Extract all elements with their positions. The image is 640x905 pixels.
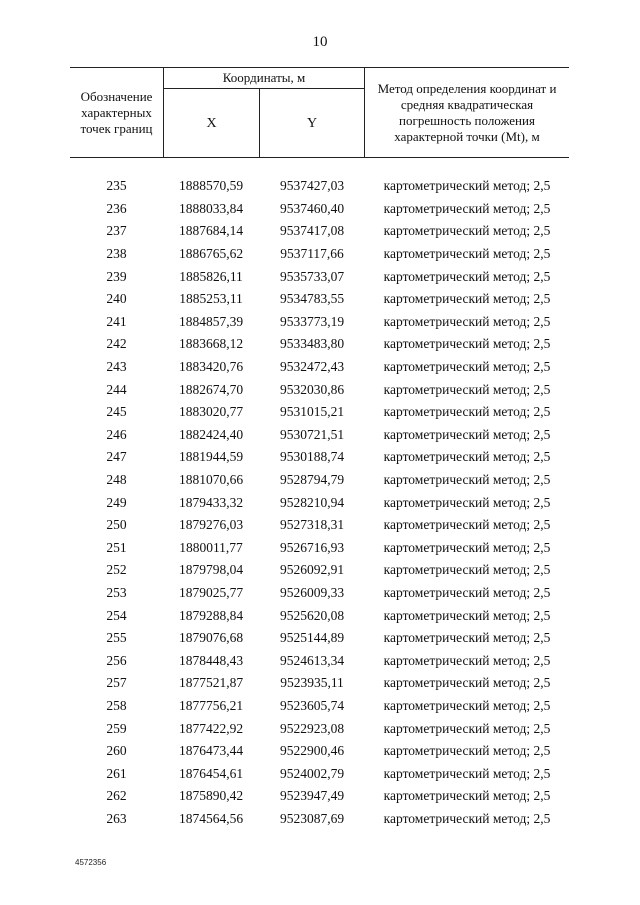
coord-x: 1877422,92 — [178, 720, 244, 736]
point-number: 263 — [106, 810, 127, 826]
coord-x: 1881944,59 — [178, 449, 244, 465]
method-cell: картометрический метод; 2,5 — [383, 178, 551, 194]
table-row — [70, 469, 569, 492]
point-number: 252 — [106, 562, 127, 578]
point-number: 237 — [106, 223, 127, 239]
table-row — [70, 582, 569, 605]
coord-x: 1874564,56 — [178, 810, 244, 826]
table-row — [70, 491, 569, 514]
method-cell: картометрический метод; 2,5 — [383, 246, 551, 262]
coord-y: 9525620,08 — [279, 607, 345, 623]
method-cell: картометрический метод; 2,5 — [383, 404, 551, 420]
table-row — [70, 604, 569, 627]
coord-y: 9523605,74 — [279, 697, 345, 713]
table-row — [70, 288, 569, 311]
point-number: 262 — [106, 788, 127, 804]
method-cell: картометрический метод; 2,5 — [383, 200, 551, 216]
coord-x: 1882674,70 — [178, 381, 244, 397]
point-number: 253 — [106, 584, 127, 600]
method-cell: картометрический метод; 2,5 — [383, 517, 551, 533]
table-row — [70, 356, 569, 379]
point-number: 235 — [106, 178, 127, 194]
table-row — [70, 537, 569, 560]
point-number: 260 — [106, 743, 127, 759]
point-number: 258 — [106, 697, 127, 713]
point-number: 247 — [106, 449, 127, 465]
method-cell: картометрический метод; 2,5 — [383, 562, 551, 578]
coord-y: 9535733,07 — [279, 268, 345, 284]
method-cell: картометрический метод; 2,5 — [383, 359, 551, 375]
method-cell: картометрический метод; 2,5 — [383, 720, 551, 736]
coord-x: 1883020,77 — [178, 404, 244, 420]
point-number: 242 — [106, 336, 127, 352]
point-number: 261 — [106, 765, 127, 781]
method-cell: картометрический метод; 2,5 — [383, 788, 551, 804]
coord-y: 9525144,89 — [279, 630, 345, 646]
coord-y: 9537117,66 — [280, 246, 344, 262]
point-number: 256 — [106, 652, 127, 668]
method-cell: картометрический метод; 2,5 — [383, 584, 551, 600]
coord-y: 9526009,33 — [279, 584, 345, 600]
coord-x: 1879288,84 — [178, 607, 244, 623]
point-number: 244 — [106, 381, 127, 397]
coord-y: 9527318,31 — [279, 517, 345, 533]
table-row — [70, 265, 569, 288]
point-number: 249 — [106, 494, 127, 510]
table-row — [70, 220, 569, 243]
point-number: 250 — [106, 517, 127, 533]
coord-y: 9522923,08 — [279, 720, 345, 736]
method-cell: картометрический метод; 2,5 — [383, 652, 551, 668]
coord-y: 9537460,40 — [279, 200, 345, 216]
method-cell: картометрический метод; 2,5 — [383, 765, 551, 781]
coord-y: 9526716,93 — [279, 539, 345, 555]
table-row — [70, 717, 569, 740]
table-row — [70, 808, 569, 831]
coord-x: 1882424,40 — [178, 426, 244, 442]
method-cell: картометрический метод; 2,5 — [383, 539, 551, 555]
table-row — [70, 311, 569, 334]
method-cell: картометрический метод; 2,5 — [383, 630, 551, 646]
coord-x: 1879433,32 — [178, 494, 244, 510]
method-cell: картометрический метод; 2,5 — [383, 743, 551, 759]
point-number: 246 — [106, 426, 127, 442]
table-row — [70, 785, 569, 808]
table-row — [70, 401, 569, 424]
coord-y: 9537417,08 — [279, 223, 345, 239]
table-row — [70, 514, 569, 537]
coord-x: 1881070,66 — [178, 472, 244, 488]
coord-y: 9534783,55 — [279, 291, 345, 307]
coord-x: 1876473,44 — [178, 743, 244, 759]
coord-x: 1883420,76 — [178, 359, 244, 375]
header-points: Обозначение характерных точек границ — [80, 88, 153, 136]
document-id: 4572356 — [75, 858, 107, 867]
table-header — [70, 67, 569, 158]
point-number: 251 — [106, 539, 127, 555]
coord-x: 1884857,39 — [178, 313, 244, 329]
coord-y: 9526092,91 — [279, 562, 345, 578]
method-cell: картометрический метод; 2,5 — [383, 426, 551, 442]
coord-x: 1879798,04 — [178, 562, 244, 578]
table-row — [70, 333, 569, 356]
table-row — [70, 378, 569, 401]
header-x: X — [206, 115, 217, 131]
method-cell: картометрический метод; 2,5 — [383, 675, 551, 691]
coord-y: 9533483,80 — [279, 336, 345, 352]
point-number: 238 — [106, 246, 127, 262]
point-number: 254 — [106, 607, 127, 623]
point-number: 239 — [106, 268, 127, 284]
header-y: Y — [306, 115, 318, 131]
coord-x: 1877521,87 — [178, 675, 244, 691]
coord-y: 9528794,79 — [279, 472, 345, 488]
coord-y: 9524002,79 — [279, 765, 345, 781]
point-number: 236 — [106, 200, 127, 216]
table-row — [70, 243, 569, 266]
coord-y: 9523935,11 — [280, 675, 344, 691]
coord-x: 1879276,03 — [178, 517, 244, 533]
method-cell: картометрический метод; 2,5 — [383, 336, 551, 352]
coord-x: 1879025,77 — [178, 584, 244, 600]
method-cell: картометрический метод; 2,5 — [383, 607, 551, 623]
table-row — [70, 175, 569, 198]
coord-y: 9522900,46 — [279, 743, 345, 759]
point-number: 243 — [106, 359, 127, 375]
coord-x: 1885253,11 — [179, 291, 243, 307]
method-cell: картометрический метод; 2,5 — [383, 223, 551, 239]
point-number: 248 — [106, 472, 127, 488]
table-row — [70, 740, 569, 763]
table-body — [70, 175, 569, 830]
coordinates-table — [70, 67, 569, 830]
coord-y: 9532030,86 — [279, 381, 345, 397]
coord-y: 9537427,03 — [279, 178, 345, 194]
header-method: Метод определения координат и средняя квадратическая погрешность положения характерной точки (Mt), м — [377, 80, 557, 144]
coord-y: 9530188,74 — [279, 449, 345, 465]
coord-y: 9530721,51 — [279, 426, 345, 442]
table-row — [70, 424, 569, 447]
table-row — [70, 672, 569, 695]
method-cell: картометрический метод; 2,5 — [383, 494, 551, 510]
coord-y: 9532472,43 — [279, 359, 345, 375]
table-row — [70, 627, 569, 650]
method-cell: картометрический метод; 2,5 — [383, 472, 551, 488]
method-cell: картометрический метод; 2,5 — [383, 313, 551, 329]
table-row — [70, 198, 569, 221]
point-number: 241 — [106, 313, 127, 329]
coord-y: 9533773,19 — [279, 313, 345, 329]
method-cell: картометрический метод; 2,5 — [383, 810, 551, 826]
method-cell: картометрический метод; 2,5 — [383, 449, 551, 465]
point-number: 245 — [106, 404, 127, 420]
method-cell: картометрический метод; 2,5 — [383, 268, 551, 284]
method-cell: картометрический метод; 2,5 — [383, 291, 551, 307]
table-row — [70, 695, 569, 718]
table-row — [70, 762, 569, 785]
coord-x: 1888570,59 — [178, 178, 244, 194]
coord-y: 9528210,94 — [279, 494, 345, 510]
point-number: 257 — [106, 675, 127, 691]
coord-x: 1875890,42 — [178, 788, 244, 804]
table-row — [70, 649, 569, 672]
coord-x: 1888033,84 — [178, 200, 244, 216]
table-row — [70, 446, 569, 469]
point-number: 255 — [106, 630, 127, 646]
coord-x: 1886765,62 — [178, 246, 244, 262]
coord-x: 1880011,77 — [179, 539, 243, 555]
method-cell: картометрический метод; 2,5 — [383, 381, 551, 397]
coord-x: 1877756,21 — [178, 697, 244, 713]
coord-x: 1876454,61 — [178, 765, 244, 781]
header-coordinates: Координаты, м — [164, 68, 364, 89]
coord-y: 9524613,34 — [279, 652, 345, 668]
coord-y: 9531015,21 — [279, 404, 345, 420]
coord-x: 1879076,68 — [178, 630, 244, 646]
coord-x: 1887684,14 — [178, 223, 244, 239]
coord-x: 1883668,12 — [178, 336, 244, 352]
coord-x: 1885826,11 — [179, 268, 243, 284]
table-row — [70, 559, 569, 582]
page-number: 10 — [312, 34, 328, 50]
coord-x: 1878448,43 — [178, 652, 244, 668]
point-number: 259 — [106, 720, 127, 736]
point-number: 240 — [106, 291, 127, 307]
coord-y: 9523087,69 — [279, 810, 345, 826]
coord-y: 9523947,49 — [279, 788, 345, 804]
method-cell: картометрический метод; 2,5 — [383, 697, 551, 713]
